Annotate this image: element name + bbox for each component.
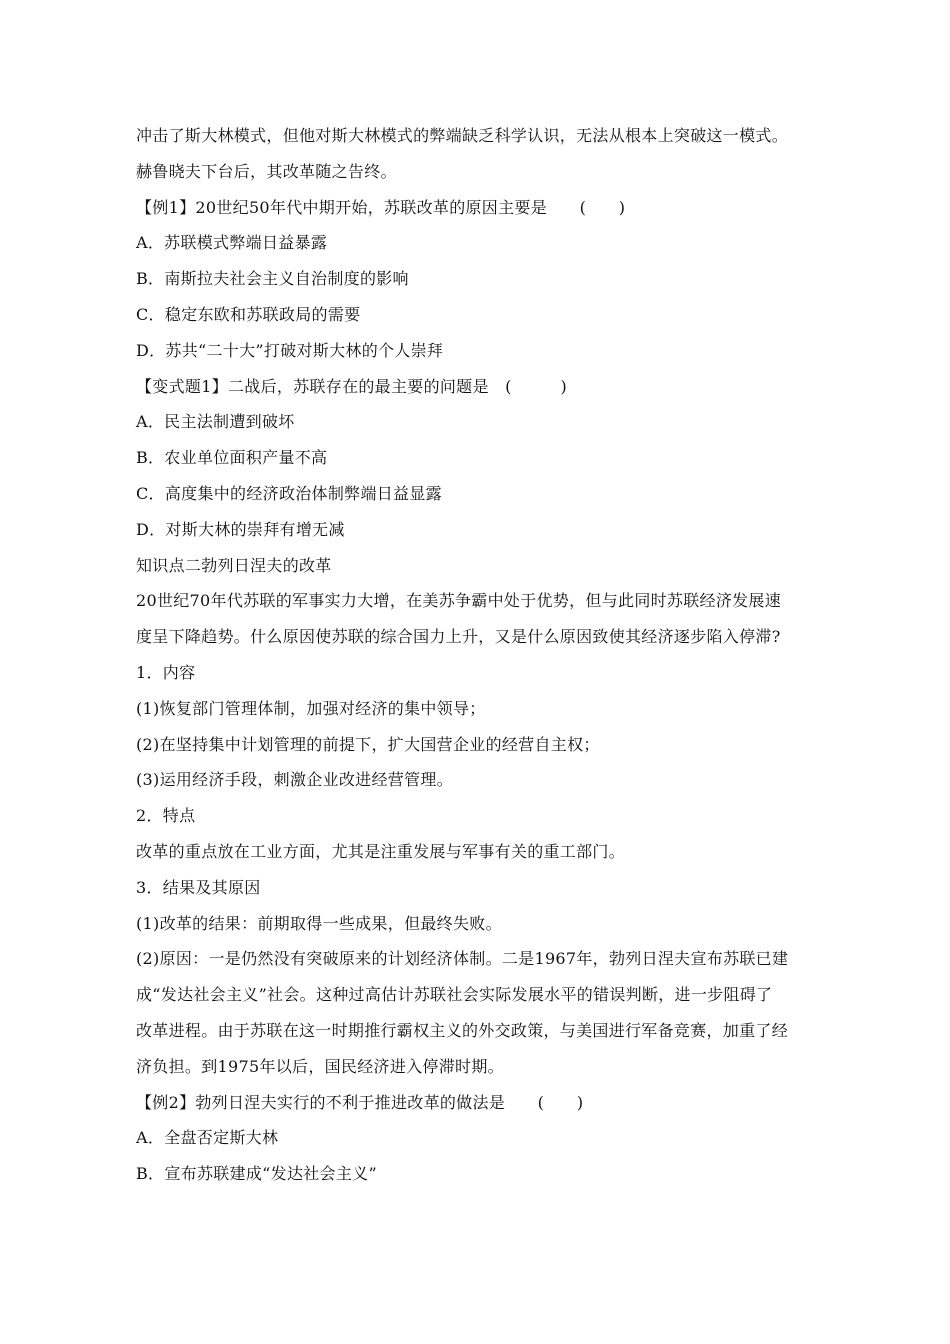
- example-1-option-a: A．苏联模式弊端日益暴露: [136, 233, 328, 253]
- variant-1-question: 【变式题1】二战后，苏联存在的最主要的问题是 ( ): [136, 376, 568, 396]
- list-item: (2)在坚持集中计划管理的前提下，扩大国营企业的经营自主权；: [136, 734, 600, 754]
- example-1-option-b: B．南斯拉夫社会主义自治制度的影响: [136, 269, 409, 289]
- paragraph-line: 冲击了斯大林模式，但他对斯大林模式的弊端缺乏科学认识，无法从根本上突破这一模式。: [136, 126, 789, 145]
- list-item: (1)改革的结果：前期取得一些成果，但最终失败。: [136, 913, 502, 933]
- paragraph-line: 成“发达社会主义”社会。这种过高估计苏联社会实际发展水平的错误判断，进一步阻碍了: [136, 985, 773, 1005]
- list-item: (3)运用经济手段，刺激企业改进经营管理。: [136, 770, 453, 790]
- paragraph-line: 改革的重点放在工业方面，尤其是注重发展与军事有关的重工部门。: [136, 841, 626, 861]
- example-1-option-d: D．苏共“二十大”打破对斯大林的个人崇拜: [136, 340, 444, 360]
- paragraph-line: 20世纪70年代苏联的军事实力大增，在美苏争霸中处于优势，但与此同时苏联经济发展速: [136, 591, 782, 611]
- subheading-content: 1．内容: [136, 662, 196, 682]
- paragraph-line: 改革进程。由于苏联在这一时期推行霸权主义的外交政策，与美国进行军备竞赛，加重了经: [136, 1020, 789, 1040]
- variant-1-option-a: A．民主法制遭到破坏: [136, 412, 295, 432]
- example-2-option-a: A．全盘否定斯大林: [136, 1128, 279, 1148]
- variant-1-option-c: C．高度集中的经济政治体制弊端日益显露: [136, 483, 442, 503]
- list-item: (2)原因：一是仍然没有突破原来的计划经济体制。二是1967年，勃列日涅夫宣布苏联已建: [136, 949, 789, 969]
- paragraph-line: 济负担。到1975年以后，国民经济进入停滞时期。: [136, 1056, 504, 1076]
- subheading-features: 2．特点: [136, 806, 196, 826]
- section-heading: 知识点二勃列日涅夫的改革: [136, 555, 332, 575]
- list-item: (1)恢复部门管理体制，加强对经济的集中领导；: [136, 698, 486, 718]
- variant-1-option-d: D．对斯大林的崇拜有增无减: [136, 519, 345, 539]
- example-2-option-b: B．宣布苏联建成“发达社会主义”: [136, 1164, 377, 1184]
- paragraph-line: 度呈下降趋势。什么原因使苏联的综合国力上升，又是什么原因致使其经济逐步陷入停滞?: [136, 627, 781, 647]
- variant-1-option-b: B．农业单位面积产量不高: [136, 448, 328, 468]
- example-1-question: 【例1】20世纪50年代中期开始，苏联改革的原因主要是 ( ): [136, 197, 626, 217]
- example-2-question: 【例2】勃列日涅夫实行的不利于推进改革的做法是 ( ): [136, 1092, 584, 1112]
- paragraph-line: 赫鲁晓夫下台后，其改革随之告终。: [136, 161, 397, 181]
- document-body: [136, 118, 826, 1192]
- example-1-option-c: C．稳定东欧和苏联政局的需要: [136, 304, 361, 324]
- subheading-results: 3．结果及其原因: [136, 877, 261, 897]
